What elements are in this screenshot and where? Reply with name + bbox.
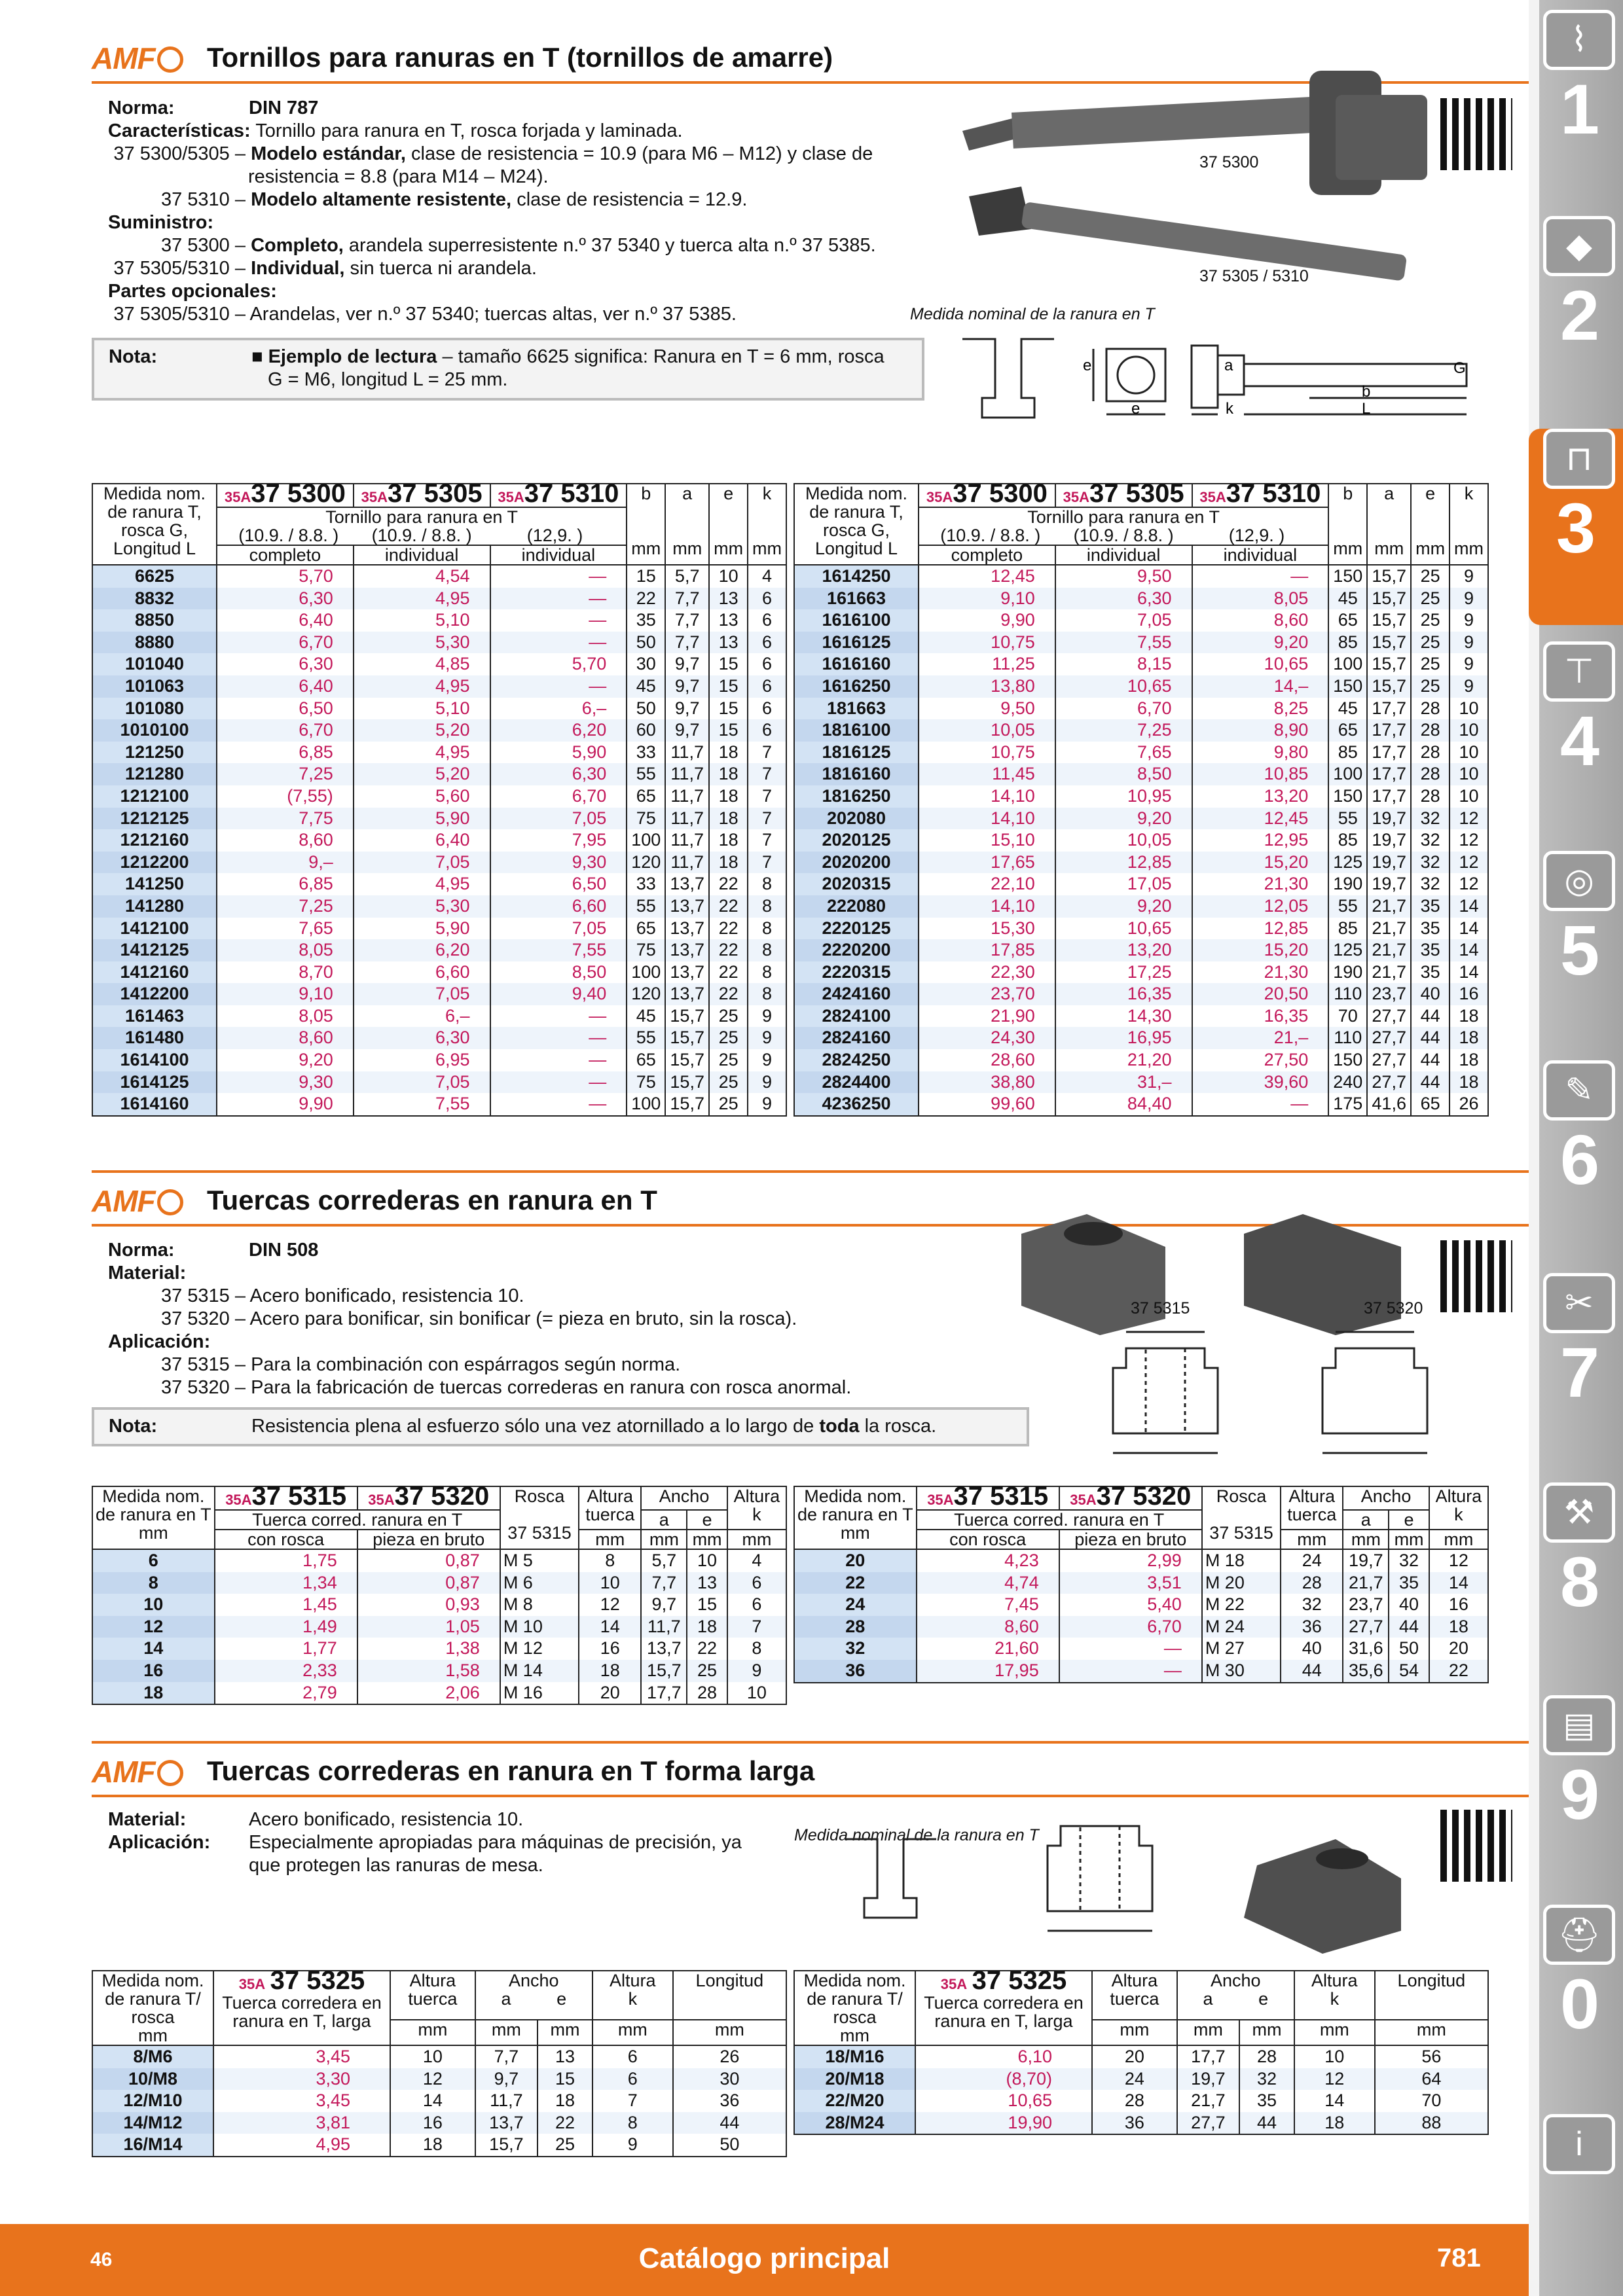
s1-note-box: Nota: ■ Ejemplo de lectura – tamaño 6625 significa: Ranura en T = 6 mm, rosca G = M6, longitud L = 25 mm. bbox=[92, 338, 924, 401]
caliper-icon: ⊤ bbox=[1543, 641, 1615, 702]
table-row: 8850 6,40 5,10 — 35 7,7 13 6 bbox=[92, 609, 786, 632]
table-row: 10/M8 3,30 12 9,7 15 6 30 bbox=[92, 2068, 786, 2090]
header-e: e bbox=[1389, 1510, 1429, 1530]
table-row: 16/M14 4,95 18 15,7 25 9 50 bbox=[92, 2134, 786, 2157]
header-ancho: Ancho bbox=[641, 1486, 727, 1510]
header-supply: individual bbox=[1055, 545, 1192, 565]
header-unit: mm bbox=[1375, 2020, 1488, 2045]
chapter-number: 2 bbox=[1559, 276, 1600, 355]
header-altura-tuerca: Altura tuerca bbox=[1281, 1486, 1343, 1530]
section-title-forma-larga: Tuercas correderas en ranura en T forma larga bbox=[207, 1755, 815, 1786]
table-row: 14 1,77 1,38 M 12 16 13,7 22 8 bbox=[92, 1638, 786, 1660]
article-number-header: 35A 37 5325 Tuerca corredera en ranura en T, larga bbox=[915, 1971, 1092, 2045]
article-number-header: 35A37 5315 bbox=[215, 1486, 357, 1510]
header-e: e bbox=[687, 1510, 727, 1530]
header-altura-tuerca: Altura tuerca bbox=[390, 1971, 475, 2020]
tools-icon: ✎ bbox=[1543, 1060, 1615, 1121]
tnut-dimension-drawing bbox=[1100, 1322, 1480, 1473]
insert-icon: ◆ bbox=[1543, 216, 1615, 276]
table-row: 12/M10 3,45 14 11,7 18 7 36 bbox=[92, 2090, 786, 2112]
table-row: 1614160 9,90 7,55 — 100 15,7 25 9 bbox=[92, 1093, 786, 1116]
table-tornillos-right bbox=[793, 479, 1489, 1117]
chapter-tab-6[interactable] bbox=[1543, 1060, 1616, 1199]
dim-b: b bbox=[1362, 383, 1371, 401]
amf-logo: AMF bbox=[92, 1183, 183, 1219]
article-number-header: 35A37 5300 bbox=[217, 484, 354, 507]
header-unit: mm bbox=[1092, 2020, 1177, 2045]
header-h_a: a mm bbox=[665, 484, 709, 565]
header-unit: mm bbox=[1389, 1530, 1429, 1549]
header-supply: individual bbox=[490, 545, 627, 565]
chapter-number: 0 bbox=[1559, 1964, 1600, 2043]
table-forma-larga-right bbox=[793, 1966, 1489, 2135]
header-ancho: Ancho bbox=[1343, 1486, 1429, 1510]
header-unit: mm bbox=[1177, 2020, 1239, 2045]
header-medida: Medida nom. de ranura T/ rosca mm bbox=[92, 1971, 213, 2045]
table-row: 8/M6 3,45 10 7,7 13 6 26 bbox=[92, 2045, 786, 2068]
table-row: 2220315 22,30 17,25 21,30 190 21,7 35 14 bbox=[794, 961, 1488, 984]
header-ancho: Ancho a e bbox=[475, 1971, 593, 2020]
slot-caption-1: Medida nominal de la ranura en T bbox=[910, 305, 1155, 323]
table-row: 161463 8,05 6,– — 45 15,7 25 9 bbox=[92, 1005, 786, 1028]
table-row: 1010100 6,70 5,20 6,20 60 9,7 15 6 bbox=[92, 719, 786, 742]
slot-caption-2: Medida nominal de la ranura en T bbox=[794, 1826, 1039, 1844]
table-row: 4236250 99,60 84,40 — 175 41,6 65 26 bbox=[794, 1093, 1488, 1116]
header-unit: mm bbox=[390, 2020, 475, 2045]
table-row: 1212125 7,75 5,90 7,05 75 11,7 18 7 bbox=[92, 808, 786, 830]
table-row: 2824400 38,80 31,– 39,60 240 27,7 44 18 bbox=[794, 1071, 1488, 1094]
table-row: 1616160 11,25 8,15 10,65 100 15,7 25 9 bbox=[794, 653, 1488, 675]
header-medida: Medida nom. de ranura en T mm bbox=[794, 1486, 917, 1549]
article-number-header: 35A37 5310 bbox=[490, 484, 627, 507]
table-row: 141280 7,25 5,30 6,60 55 13,7 22 8 bbox=[92, 895, 786, 918]
header-a: a bbox=[1343, 1510, 1389, 1530]
header-supply: con rosca bbox=[917, 1530, 1059, 1549]
header-desc: Tornillo para ranura en T (10.9. / 8.8. ) (10.9. / 8.8. ) (12,9. ) bbox=[217, 507, 627, 545]
header-unit: mm bbox=[579, 1530, 641, 1549]
header-a: a bbox=[641, 1510, 687, 1530]
dim-a: a bbox=[1224, 357, 1233, 374]
header-ancho: Ancho a e bbox=[1177, 1971, 1294, 2020]
caracteristicas-value: Tornillo para ranura en T, rosca forjada y laminada. bbox=[255, 120, 683, 141]
table-row: 181663 9,50 6,70 8,25 45 17,7 28 10 bbox=[794, 698, 1488, 720]
qr-code-2 bbox=[1440, 1240, 1512, 1312]
chapter-tab-3[interactable] bbox=[1529, 429, 1623, 625]
table-row: 1616125 10,75 7,55 9,20 85 15,7 25 9 bbox=[794, 632, 1488, 654]
table-row: 1816100 10,05 7,25 8,90 65 17,7 28 10 bbox=[794, 719, 1488, 742]
table-row: 18 2,79 2,06 M 16 20 17,7 28 10 bbox=[92, 1682, 786, 1705]
chapter-tab-0[interactable] bbox=[1543, 1905, 1616, 2043]
header-altura-tuerca: Altura tuerca bbox=[579, 1486, 641, 1530]
header-supply: con rosca bbox=[215, 1530, 357, 1549]
chapter-tab-5[interactable] bbox=[1543, 851, 1616, 990]
header-h_e: e mm bbox=[1411, 484, 1450, 565]
qr-code-3 bbox=[1440, 1810, 1512, 1882]
table-row: 2824160 24,30 16,95 21,– 110 27,7 44 18 bbox=[794, 1027, 1488, 1049]
table-row: 1212200 9,– 7,05 9,30 120 11,7 18 7 bbox=[92, 852, 786, 874]
table-row: 14/M12 3,81 16 13,7 22 8 44 bbox=[92, 2112, 786, 2134]
article-number-header: 35A37 5320 bbox=[1059, 1486, 1202, 1510]
header-altura-tuerca: Altura tuerca bbox=[1092, 1971, 1177, 2020]
table-row: 10 1,45 0,93 M 8 12 9,7 15 6 bbox=[92, 1594, 786, 1616]
cabinet-icon: ▤ bbox=[1543, 1695, 1615, 1755]
table-row: 28 8,60 6,70 M 24 36 27,7 44 18 bbox=[794, 1616, 1488, 1638]
dim-G: G bbox=[1453, 359, 1466, 377]
table-row: 8880 6,70 5,30 — 50 7,7 13 6 bbox=[92, 632, 786, 654]
chapter-sidebar bbox=[1529, 0, 1623, 2296]
qr-code-1 bbox=[1440, 98, 1512, 170]
header-medida: Medida nom. de ranura T/ rosca mm bbox=[794, 1971, 915, 2045]
article-number-header: 35A37 5310 bbox=[1192, 484, 1329, 507]
chapter-tab-1[interactable] bbox=[1543, 10, 1616, 149]
info-icon: i bbox=[1543, 2114, 1615, 2174]
chapter-number: 8 bbox=[1559, 1542, 1600, 1621]
chapter-number: 9 bbox=[1559, 1755, 1600, 1834]
chapter-tab-7[interactable] bbox=[1543, 1273, 1616, 1412]
header-unit: mm bbox=[1294, 2020, 1375, 2045]
table-tuercas-left bbox=[92, 1482, 787, 1705]
bolt-label-1: 37 5300 bbox=[1199, 153, 1259, 171]
table-row: 1614100 9,20 6,95 — 65 15,7 25 9 bbox=[92, 1049, 786, 1071]
table-row: 141250 6,85 4,95 6,50 33 13,7 22 8 bbox=[92, 873, 786, 895]
table-row: 222080 14,10 9,20 12,05 55 21,7 35 14 bbox=[794, 895, 1488, 918]
chapter-tab-4[interactable] bbox=[1543, 641, 1616, 780]
table-row: 12 1,49 1,05 M 10 14 11,7 18 7 bbox=[92, 1616, 786, 1638]
table-row: 32 21,60 — M 27 40 31,6 50 20 bbox=[794, 1638, 1488, 1660]
header-medida: Medida nom. de ranura T, rosca G, Longitud L bbox=[794, 484, 919, 565]
table-row bbox=[794, 1682, 1488, 1683]
header-medida: Medida nom. de ranura T, rosca G, Longitud L bbox=[92, 484, 217, 565]
table-row: 1614250 12,45 9,50 — 150 15,7 25 9 bbox=[794, 565, 1488, 588]
page-number-left: 46 bbox=[90, 2249, 113, 2270]
table-row: 2020200 17,65 12,85 15,20 125 19,7 32 12 bbox=[794, 852, 1488, 874]
table-row: 101080 6,50 5,10 6,– 50 9,7 15 6 bbox=[92, 698, 786, 720]
table-row: 2424160 23,70 16,35 20,50 110 23,7 40 16 bbox=[794, 983, 1488, 1005]
header-longitud: Longitud bbox=[673, 1971, 786, 2020]
table-row: 161663 9,10 6,30 8,05 45 15,7 25 9 bbox=[794, 588, 1488, 610]
dim-e: e bbox=[1083, 357, 1092, 374]
table-tuercas-right bbox=[793, 1482, 1489, 1683]
chapter-number: 4 bbox=[1559, 701, 1600, 780]
table-row: 161480 8,60 6,30 — 55 15,7 25 9 bbox=[92, 1027, 786, 1049]
section-title-tuercas: Tuercas correderas en ranura en T bbox=[207, 1185, 657, 1215]
table-row: 1614125 9,30 7,05 — 75 15,7 25 9 bbox=[92, 1071, 786, 1094]
header-unit: mm bbox=[475, 2020, 538, 2045]
tnut-label-1: 37 5315 bbox=[1131, 1299, 1190, 1318]
header-unit: mm bbox=[538, 2020, 593, 2045]
header-unit: mm bbox=[727, 1530, 786, 1549]
chapter-number: 3 bbox=[1556, 488, 1596, 567]
article-number-header: 35A37 5305 bbox=[1055, 484, 1192, 507]
table-tornillos-left bbox=[92, 479, 787, 1117]
chapter-tab-i[interactable] bbox=[1543, 2114, 1616, 2174]
header-unit: mm bbox=[1281, 1530, 1343, 1549]
table-row: 1816125 10,75 7,65 9,80 85 17,7 28 10 bbox=[794, 742, 1488, 764]
header-longitud: Longitud bbox=[1375, 1971, 1488, 2020]
table-row: 1816250 14,10 10,95 13,20 150 17,7 28 10 bbox=[794, 785, 1488, 808]
table-row: 2824100 21,90 14,30 16,35 70 27,7 44 18 bbox=[794, 1005, 1488, 1028]
dim-L: L bbox=[1362, 400, 1371, 418]
s2-note-box: Nota: Resistencia plena al esfuerzo sólo una vez atornillado a lo largo de toda la rosca. bbox=[92, 1407, 1029, 1446]
header-supply: pieza en bruto bbox=[357, 1530, 500, 1549]
header-unit: mm bbox=[593, 2020, 673, 2045]
chapter-tab-2[interactable] bbox=[1543, 216, 1616, 355]
header-desc: Tornillo para ranura en T (10.9. / 8.8. ) (10.9. / 8.8. ) (12,9. ) bbox=[919, 507, 1328, 545]
bolt-label-2: 37 5305 / 5310 bbox=[1199, 267, 1309, 285]
caracteristicas-label: Características: bbox=[108, 120, 251, 141]
pliers-icon: ✂ bbox=[1543, 1273, 1615, 1333]
clamp-icon: ⊓ bbox=[1543, 429, 1615, 489]
saw-icon: ◎ bbox=[1543, 851, 1615, 911]
s3-specs: Material: Acero bonificado, resistencia 10. Aplicación: Especialmente apropiadas para máquinas de precisión, ya que protegen las ranuras de mesa. bbox=[108, 1809, 742, 1876]
norma-label: Norma: bbox=[108, 98, 175, 118]
header-h_b: b mm bbox=[1328, 484, 1367, 565]
chapter-number: 7 bbox=[1559, 1333, 1600, 1412]
article-number-header: 35A 37 5325 Tuerca corredera en ranura en T, larga bbox=[213, 1971, 390, 2045]
article-number-header: 35A37 5315 bbox=[917, 1486, 1059, 1510]
s1-specs: Norma: DIN 787 Características: Tornillo para ranura en T, rosca forjada y laminada. 37 5300/5305 – Modelo estándar, clase de resistencia = 10.9 (para M6 – M12) y clase de resistencia = 8.8 (para M14 – M24). 37 5310 – Modelo altamente resistente, clase de resistencia = 12.9. Suministro: 37 5300 – Completo, arandela superresistente n.º 37 5340 y tuerca alta n.º 37 5385. 37 5305/5310 – Individual, sin tuerca ni arandela. Partes opcionales: 37 5305/5310 – Arandelas, ver n.º 37 5340; tuercas altas, ver n.º 37 5385. bbox=[108, 97, 926, 326]
header-supply: pieza en bruto bbox=[1059, 1530, 1202, 1549]
header-h_k: k mm bbox=[1450, 484, 1488, 565]
table-row: 121250 6,85 4,95 5,90 33 11,7 18 7 bbox=[92, 742, 786, 764]
header-h_k: k mm bbox=[748, 484, 786, 565]
table-row: 8832 6,30 4,95 — 22 7,7 13 6 bbox=[92, 588, 786, 610]
amf-logo: AMF bbox=[92, 1754, 183, 1789]
table-row: 2220200 17,85 13,20 15,20 125 21,7 35 14 bbox=[794, 939, 1488, 961]
footer-bar bbox=[0, 2224, 1529, 2296]
table-row: 20/M18 (8,70) 24 19,7 32 12 64 bbox=[794, 2068, 1488, 2090]
header-unit: mm bbox=[1239, 2020, 1294, 2045]
header-rosca: Rosca 37 5315 bbox=[1202, 1486, 1281, 1549]
dim-e2: e bbox=[1131, 400, 1140, 418]
article-number-header: 35A37 5300 bbox=[919, 484, 1055, 507]
header-altura-k: Altura k bbox=[1294, 1971, 1375, 2020]
bolt-dimension-drawing bbox=[956, 326, 1480, 431]
header-altura-k: Altura k bbox=[727, 1486, 786, 1530]
chapter-number: 5 bbox=[1559, 910, 1600, 990]
suministro-label: Suministro: bbox=[108, 212, 214, 233]
table-row: 101040 6,30 4,85 5,70 30 9,7 15 6 bbox=[92, 653, 786, 675]
table-row: 121280 7,25 5,20 6,30 55 11,7 18 7 bbox=[92, 763, 786, 785]
safety-icon: ⛑ bbox=[1543, 1905, 1615, 1965]
header-supply: individual bbox=[354, 545, 490, 565]
page-number-right: 781 bbox=[1437, 2244, 1481, 2272]
table-row: 24 7,45 5,40 M 22 32 23,7 40 16 bbox=[794, 1594, 1488, 1616]
dim-k: k bbox=[1226, 400, 1233, 418]
bolt-photo bbox=[943, 59, 1434, 295]
table-row: 22/M20 10,65 28 21,7 35 14 70 bbox=[794, 2090, 1488, 2112]
table-row: 1412200 9,10 7,05 9,40 120 13,7 22 8 bbox=[92, 983, 786, 1005]
s2-specs: Norma: DIN 508 Material: 37 5315 – Acero bonificado, resistencia 10. 37 5320 – Acero para bonificar, sin bonificar (= pieza en bruto, sin la rosca). Aplicación: 37 5315 – Para la combinación con espárragos según norma. 37 5320 – Para la fabricación de tuercas correderas en ranura con rosca anormal. bbox=[108, 1240, 852, 1398]
table-row: 6 1,75 0,87 M 5 8 5,7 10 4 bbox=[92, 1549, 786, 1572]
table-row: 2824250 28,60 21,20 27,50 150 27,7 44 18 bbox=[794, 1049, 1488, 1071]
partes-label: Partes opcionales: bbox=[108, 281, 277, 302]
long-tnut-drawing bbox=[838, 1806, 1414, 1957]
table-row: 16 2,33 1,58 M 14 18 15,7 25 9 bbox=[92, 1660, 786, 1682]
chapter-tab-9[interactable] bbox=[1543, 1695, 1616, 1834]
table-row: 36 17,95 — M 30 44 35,6 54 22 bbox=[794, 1660, 1488, 1682]
article-number-header: 35A37 5320 bbox=[357, 1486, 500, 1510]
amf-logo: AMF bbox=[92, 41, 183, 76]
article-number-header: 35A37 5305 bbox=[354, 484, 490, 507]
table-row: 28/M24 19,90 36 27,7 44 18 88 bbox=[794, 2112, 1488, 2134]
table-row: 1616250 13,80 10,65 14,– 150 15,7 25 9 bbox=[794, 675, 1488, 698]
header-unit: mm bbox=[687, 1530, 727, 1549]
catalog-title: Catálogo principal bbox=[638, 2242, 890, 2274]
section-rule bbox=[92, 1170, 1529, 1173]
tnut-label-2: 37 5320 bbox=[1364, 1299, 1423, 1318]
header-unit: mm bbox=[1343, 1530, 1389, 1549]
table-row: 2220125 15,30 10,65 12,85 85 21,7 35 14 bbox=[794, 918, 1488, 940]
table-forma-larga-left bbox=[92, 1966, 787, 2157]
table-row: 2020125 15,10 10,05 12,95 85 19,7 32 12 bbox=[794, 829, 1488, 852]
header-unit: mm bbox=[1429, 1530, 1488, 1549]
header-h_a: a mm bbox=[1367, 484, 1411, 565]
table-row: 1616100 9,90 7,05 8,60 65 15,7 25 9 bbox=[794, 609, 1488, 632]
header-desc: Tuerca corred. ranura en T bbox=[215, 1510, 500, 1530]
header-h_b: b mm bbox=[627, 484, 665, 565]
header-rosca: Rosca 37 5315 bbox=[500, 1486, 579, 1549]
section-title-tornillos: Tornillos para ranuras en T (tornillos de amarre) bbox=[207, 42, 833, 73]
workshop-icon: ⚒ bbox=[1543, 1482, 1615, 1543]
header-supply: completo bbox=[919, 545, 1055, 565]
header-altura-k: Altura k bbox=[1429, 1486, 1488, 1530]
chapter-tab-8[interactable] bbox=[1543, 1482, 1616, 1621]
chapter-number: 1 bbox=[1559, 69, 1600, 149]
table-row: 18/M16 6,10 20 17,7 28 10 56 bbox=[794, 2045, 1488, 2068]
table-row: 1212100 (7,55) 5,60 6,70 65 11,7 18 7 bbox=[92, 785, 786, 808]
table-row: 8 1,34 0,87 M 6 10 7,7 13 6 bbox=[92, 1572, 786, 1594]
table-row: 6625 5,70 4,54 — 15 5,7 10 4 bbox=[92, 565, 786, 588]
header-desc: Tuerca corred. ranura en T bbox=[917, 1510, 1202, 1530]
norma-value: DIN 787 bbox=[249, 98, 319, 118]
header-unit: mm bbox=[673, 2020, 786, 2045]
header-altura-k: Altura k bbox=[593, 1971, 673, 2020]
header-supply: completo bbox=[217, 545, 354, 565]
table-row: 202080 14,10 9,20 12,45 55 19,7 32 12 bbox=[794, 808, 1488, 830]
header-h_e: e mm bbox=[709, 484, 748, 565]
header-supply: individual bbox=[1192, 545, 1329, 565]
drill-icon: ⌇ bbox=[1543, 10, 1615, 70]
header-medida: Medida nom. de ranura en T mm bbox=[92, 1486, 215, 1549]
table-row: 1212160 8,60 6,40 7,95 100 11,7 18 7 bbox=[92, 829, 786, 852]
tnut-photo bbox=[995, 1208, 1440, 1338]
table-row: 101063 6,40 4,95 — 45 9,7 15 6 bbox=[92, 675, 786, 698]
section-rule bbox=[92, 1795, 1529, 1797]
header-unit: mm bbox=[641, 1530, 687, 1549]
table-row: 20 4,23 2,99 M 18 24 19,7 32 12 bbox=[794, 1549, 1488, 1572]
table-row: 1412100 7,65 5,90 7,05 65 13,7 22 8 bbox=[92, 918, 786, 940]
table-row: 2020315 22,10 17,05 21,30 190 19,7 32 12 bbox=[794, 873, 1488, 895]
table-row: 1412160 8,70 6,60 8,50 100 13,7 22 8 bbox=[92, 961, 786, 984]
table-row: 22 4,74 3,51 M 20 28 21,7 35 14 bbox=[794, 1572, 1488, 1594]
chapter-number: 6 bbox=[1559, 1120, 1600, 1199]
table-row: 1816160 11,45 8,50 10,85 100 17,7 28 10 bbox=[794, 763, 1488, 785]
table-row: 1412125 8,05 6,20 7,55 75 13,7 22 8 bbox=[92, 939, 786, 961]
section-rule bbox=[92, 1741, 1529, 1744]
